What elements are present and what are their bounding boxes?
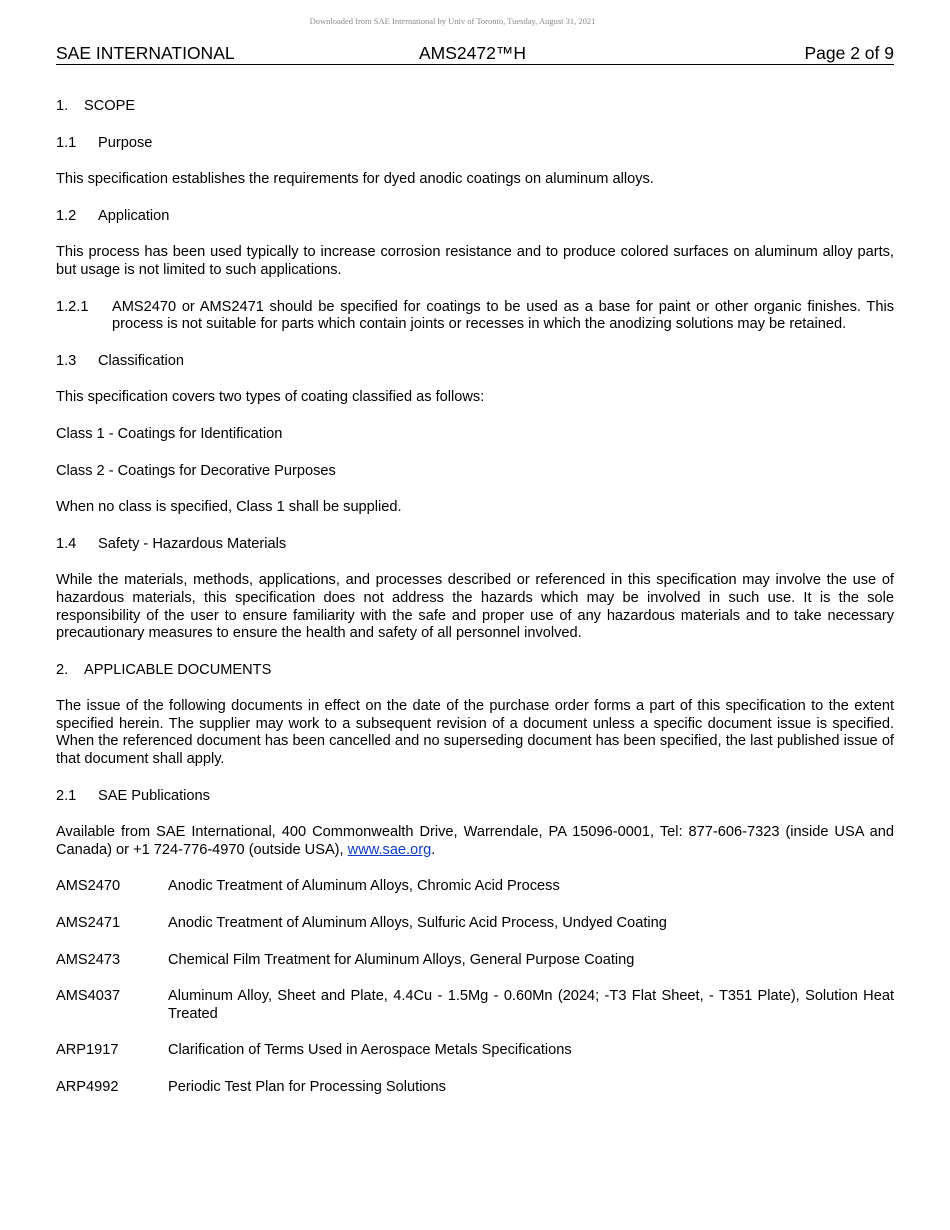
- section-1-3-heading: [56, 353, 894, 371]
- reference-title: Anodic Treatment of Aluminum Alloys, Sulfuric Acid Process, Undyed Coating: [168, 915, 667, 932]
- section-number: 1.2.1: [56, 298, 89, 315]
- reference-code: AMS2473: [56, 951, 121, 968]
- header-org: SAE INTERNATIONAL: [56, 43, 235, 63]
- section-1-2-heading: [56, 208, 894, 226]
- class-2-line: Class 2 - Coatings for Decorative Purposes: [56, 462, 336, 479]
- reference-row: [56, 1042, 894, 1060]
- section-text: AMS2470 or AMS2471 should be specified for coatings to be used as a base for paint or other organic finishes. This process is not suitable for parts which contain joints or recesses in which the anodizing solutions may be retained.: [112, 298, 894, 333]
- header-page-number: Page 2 of 9: [804, 43, 894, 63]
- classification-intro: This specification covers two types of coating classified as follows:: [56, 389, 485, 406]
- section-number: 2.1: [56, 787, 77, 804]
- reference-row: [56, 952, 894, 970]
- reference-row: [56, 988, 894, 1023]
- section-title: Safety - Hazardous Materials: [98, 535, 287, 552]
- reference-row: [56, 915, 894, 933]
- applicable-documents-paragraph: The issue of the following documents in effect on the date of the purchase order forms a part of this specification to the extent specified herein. The supplier may work to a subsequent revision of a document unless a specific document issue is specified. When the referenced document has been cancelled and no superseding document has been specified, the last published issue of that document shall apply.: [56, 698, 894, 768]
- download-watermark: Downloaded from SAE International by Univ of Toronto, Tuesday, August 31, 2021: [309, 16, 596, 26]
- application-paragraph: This process has been used typically to increase corrosion resistance and to produce colored surfaces on aluminum alloy parts, but usage is not limited to such applications.: [56, 244, 894, 278]
- reference-code: ARP4992: [56, 1079, 119, 1095]
- section-title: SCOPE: [84, 98, 136, 114]
- section-1-2-1: [56, 299, 894, 334]
- section-title: APPLICABLE DOCUMENTS: [84, 661, 272, 678]
- reference-row: [56, 878, 894, 896]
- section-number: 1.3: [56, 352, 77, 369]
- section-title: Purpose: [98, 134, 153, 151]
- availability-paragraph: [56, 824, 894, 859]
- section-title: Application: [98, 207, 170, 224]
- section-1-heading: [56, 98, 894, 116]
- section-1-1-heading: [56, 135, 894, 153]
- default-class-line: When no class is specified, Class 1 shall be supplied.: [56, 499, 402, 516]
- reference-title: Periodic Test Plan for Processing Solutions: [168, 1079, 446, 1095]
- section-number: 2.: [56, 661, 69, 678]
- reference-code: AMS2471: [56, 915, 121, 932]
- reference-list: [56, 878, 894, 1096]
- reference-row: [56, 1079, 894, 1097]
- reference-title: Anodic Treatment of Aluminum Alloys, Chromic Acid Process: [168, 878, 560, 895]
- section-2-1-heading: [56, 788, 894, 806]
- section-number: 1.1: [56, 134, 77, 151]
- section-1-4-heading: [56, 536, 894, 554]
- header-doc-id: AMS2472™H: [419, 43, 526, 63]
- reference-title: Chemical Film Treatment for Aluminum Alloys, General Purpose Coating: [168, 951, 635, 968]
- section-title: Classification: [98, 352, 184, 369]
- reference-code: ARP1917: [56, 1042, 119, 1059]
- reference-code: AMS2470: [56, 878, 121, 895]
- section-number: 1.2: [56, 207, 77, 224]
- availability-period: .: [431, 841, 436, 858]
- sae-website-link[interactable]: www.sae.org: [347, 841, 432, 858]
- reference-title: Aluminum Alloy, Sheet and Plate, 4.4Cu - 1.5Mg - 0.60Mn (2024; -T3 Flat Sheet, - T351 Plate), Solution Heat Treated: [168, 988, 894, 1022]
- reference-title: Clarification of Terms Used in Aerospace Metals Specifications: [168, 1042, 572, 1059]
- page-header: [56, 44, 894, 65]
- reference-code: AMS4037: [56, 988, 121, 1005]
- class-1-line: Class 1 - Coatings for Identification: [56, 425, 283, 442]
- section-2-heading: [56, 662, 894, 680]
- safety-paragraph: While the materials, methods, applications, and processes described or referenced in this specification may involve the use of hazardous materials, this specification does not address the hazards which may be involved in such use. It is the sole responsibility of the user to ensure familiarity with the safe and proper use of any hazardous materials and to take necessary precautionary measures to ensure the health and safety of all personnel involved.: [56, 572, 894, 642]
- purpose-paragraph: This specification establishes the requirements for dyed anodic coatings on aluminum alloys.: [56, 171, 654, 188]
- section-number: 1.4: [56, 535, 77, 552]
- document-body: [56, 98, 894, 1116]
- section-number: 1.: [56, 98, 69, 114]
- availability-text: Available from SAE International, 400 Commonwealth Drive, Warrendale, PA 15096-0001, Tel: 877-606-7323 (inside USA and Canada) or +1 724-776-4970 (outside USA),: [56, 824, 894, 858]
- section-title: SAE Publications: [98, 787, 210, 804]
